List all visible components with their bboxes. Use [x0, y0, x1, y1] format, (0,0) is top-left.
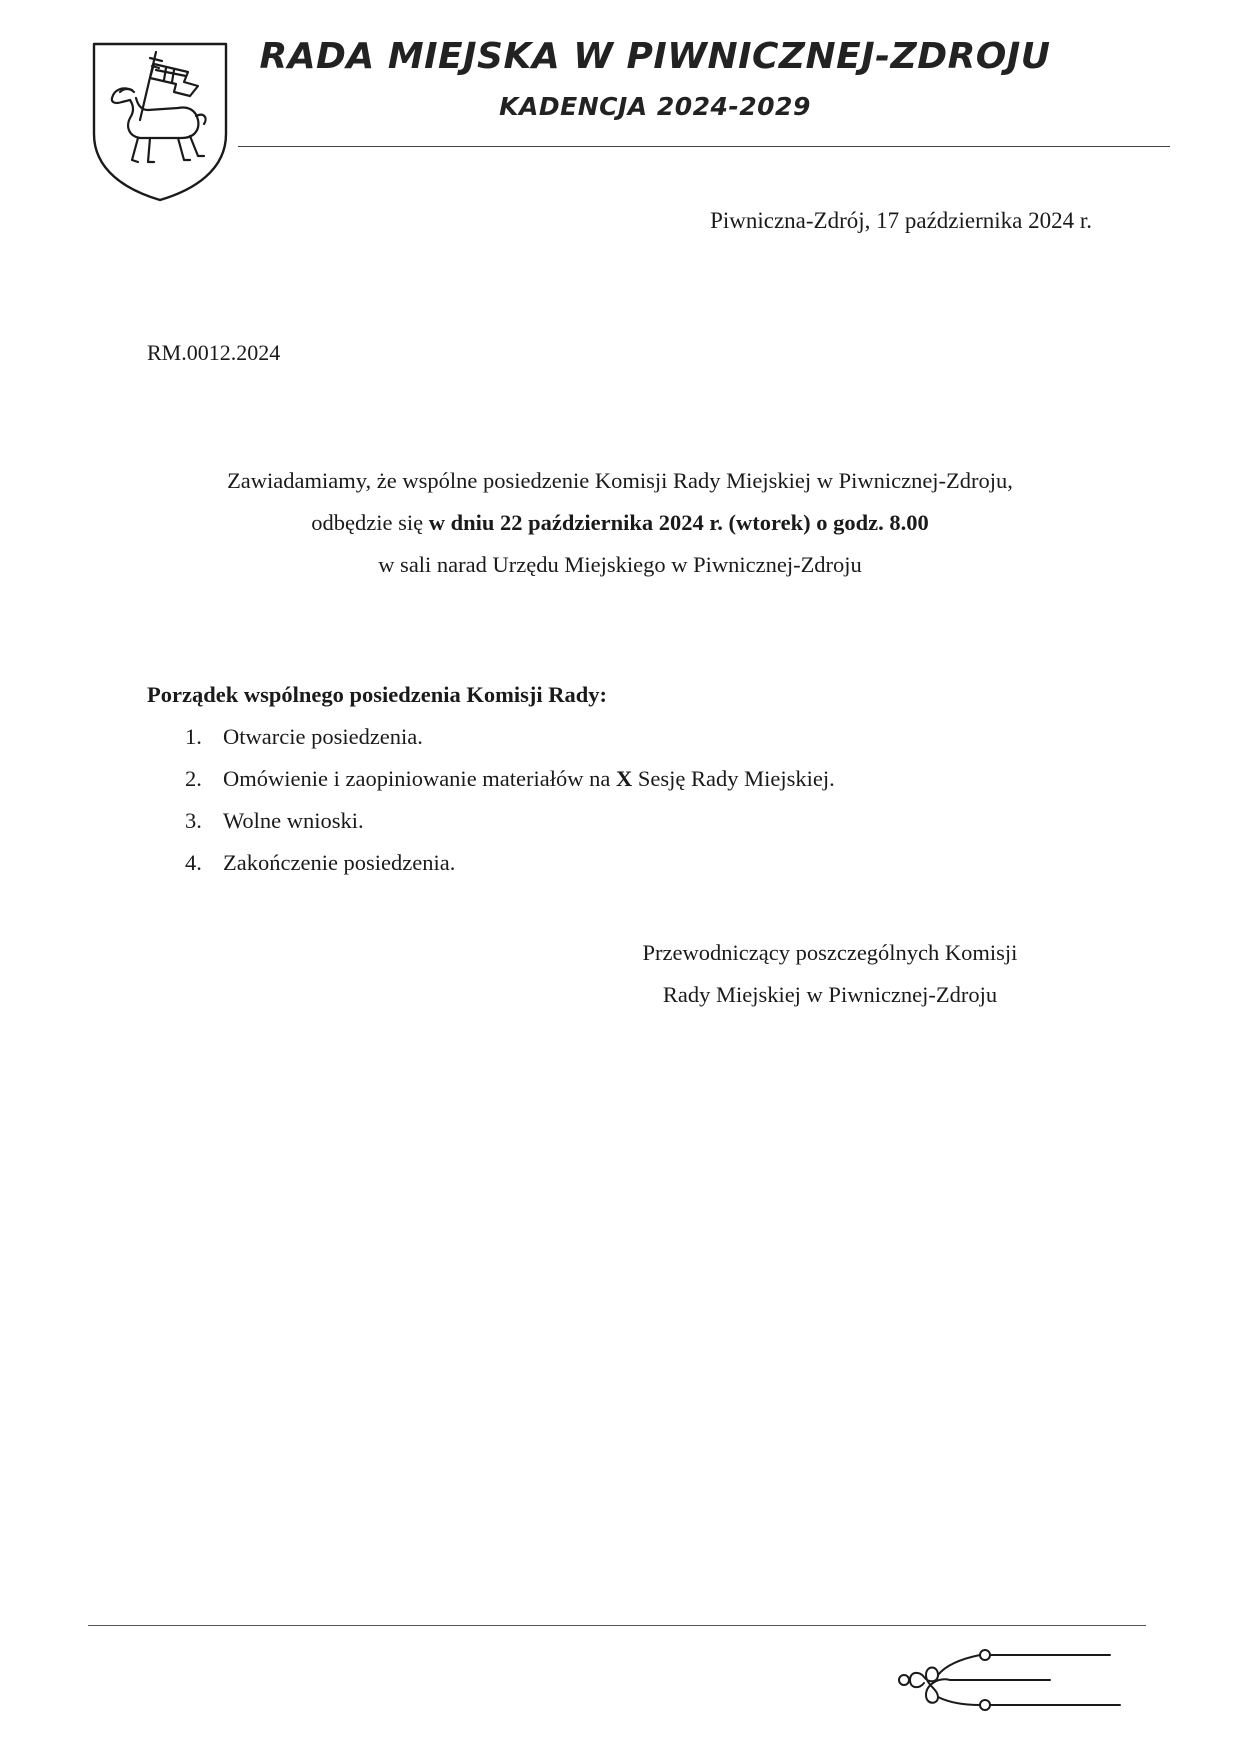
reference-number: RM.0012.2024 — [147, 340, 281, 365]
agenda-item — [185, 724, 423, 750]
agenda-item-text: Otwarcie posiedzenia. — [223, 724, 423, 749]
agenda-item-number: 4. — [185, 850, 202, 875]
agenda-heading: Porządek wspólnego posiedzenia Komisji Rady: — [147, 682, 608, 707]
term-subtitle: KADENCJA 2024-2029 — [499, 92, 811, 121]
notice-line-1: Zawiadamiamy, że wspólne posiedzenie Komisji Rady Miejskiej w Piwnicznej-Zdroju, — [227, 468, 1013, 493]
council-title: RADA MIEJSKA W PIWNICZNEJ-ZDROJU — [259, 36, 1051, 77]
agenda-item — [185, 808, 364, 834]
header-divider — [238, 146, 1170, 147]
footer-divider — [88, 1625, 1146, 1626]
signature-line-1: Przewodniczący poszczególnych Komisji — [642, 940, 1018, 965]
agenda-item-number: 1. — [185, 724, 202, 749]
notice-line-2 — [0, 510, 1240, 536]
meeting-date-time: w dniu 22 października 2024 r. (wtorek) o godz. 8.00 — [428, 510, 929, 535]
signature-line-2: Rady Miejskiej w Piwnicznej-Zdroju — [662, 982, 998, 1007]
agenda-item-text-end: Sesję Rady Miejskiej. — [632, 766, 835, 791]
decorative-ornament-icon — [890, 1635, 1130, 1725]
agenda-item-text: Omówienie i zaopiniowanie materiałów na — [223, 766, 616, 791]
agenda-item-text: Zakończenie posiedzenia. — [223, 850, 456, 875]
agenda-item — [185, 766, 835, 792]
document-date: Piwniczna-Zdrój, 17 października 2024 r. — [710, 208, 1092, 233]
session-number: X — [616, 766, 633, 791]
agenda-item-number: 2. — [185, 766, 202, 791]
notice-line-3: w sali narad Urzędu Miejskiego w Piwnicznej-Zdroju — [378, 552, 862, 577]
notice-line-2-prefix: odbędzie się — [311, 510, 429, 535]
coat-of-arms-icon — [90, 42, 230, 202]
agenda-item — [185, 850, 455, 876]
agenda-item-number: 3. — [185, 808, 202, 833]
agenda-item-text: Wolne wnioski. — [223, 808, 364, 833]
